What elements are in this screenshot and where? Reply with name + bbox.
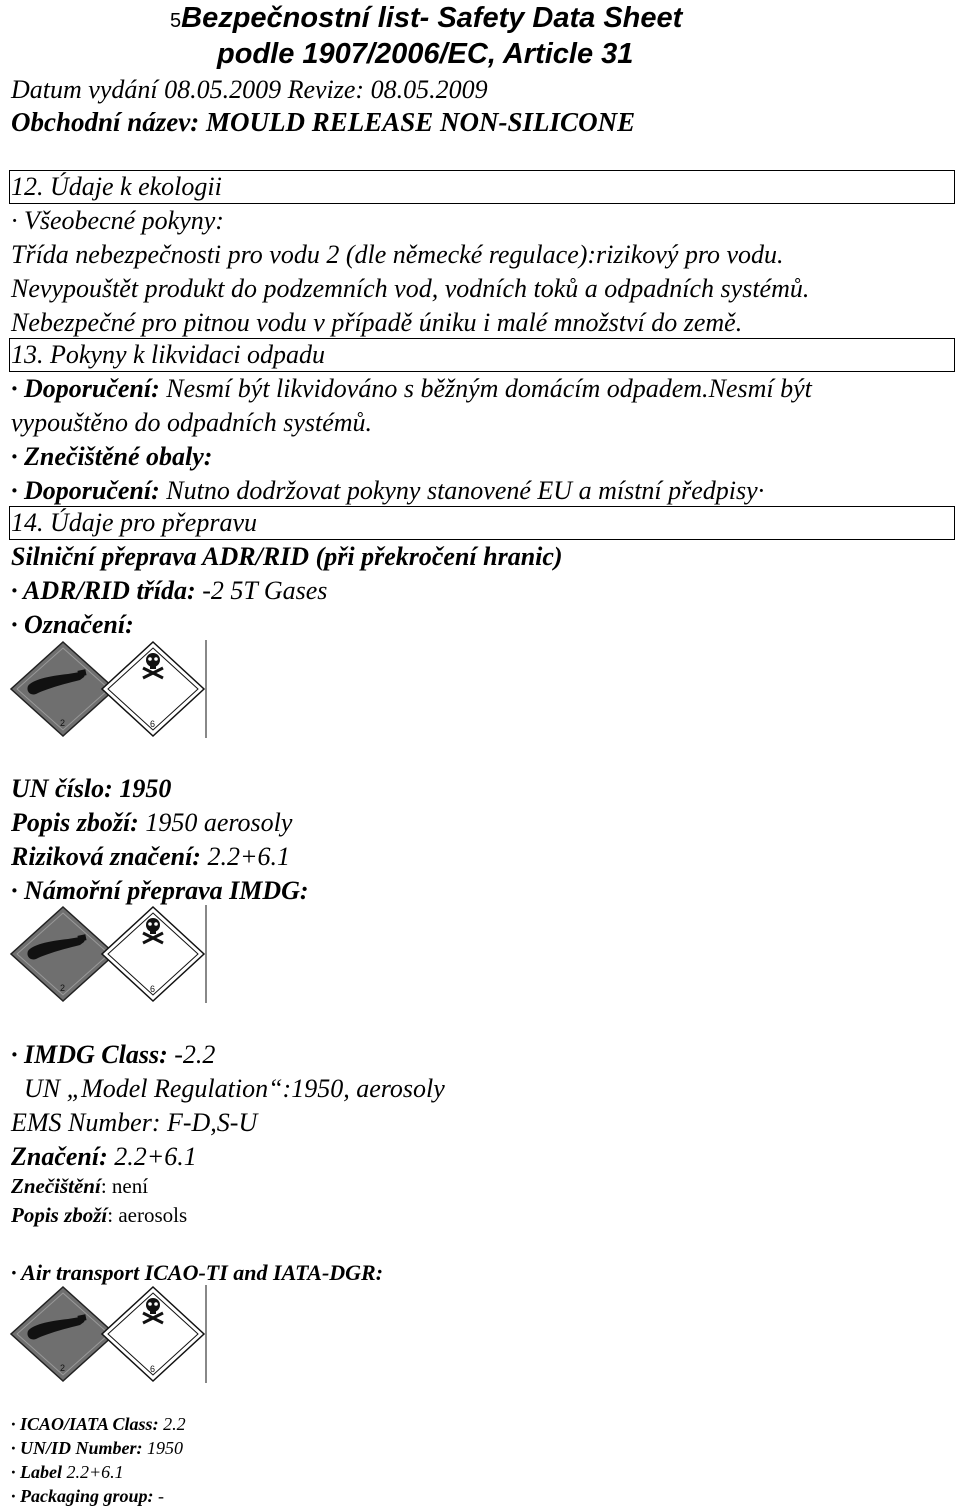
pollution-label: Znečištění — [11, 1174, 101, 1198]
icao-class — [11, 1414, 186, 1435]
imdg-placards — [8, 905, 208, 1005]
imdg-class-label: · IMDG Class: — [11, 1040, 168, 1069]
marking-2-label: Značení: — [11, 1142, 108, 1171]
recommendation-text: Nesmí být likvidováno s běžným domácím odpadem. — [159, 374, 709, 403]
goods-description-2-label: Popis zboží — [11, 1203, 108, 1227]
pollution-value: : není — [100, 1174, 149, 1198]
label-value: 2.2+6.1 — [62, 1462, 124, 1482]
packaging-group — [11, 1486, 164, 1507]
eco-line-2: Nevypouštět produkt do podzemních vod, vodních toků a odpadních systémů. — [11, 274, 810, 303]
packaging-recommendation-text: Nutno dodržovat pokyny stanovené EU a místní předpisy· — [159, 476, 765, 505]
air-transport-label: · Air transport ICAO-TI and IATA-DGR: — [11, 1260, 384, 1285]
imdg-class-value: -2.2 — [167, 1040, 216, 1069]
goods-description-2-value: : aerosols — [107, 1203, 188, 1227]
adr-placards — [8, 640, 208, 740]
adr-class-label: · ADR/RID třída: — [11, 576, 196, 605]
eco-line-3: Nebezpečné pro pitnou vodu v případě úniku i malé množství do země. — [11, 308, 743, 337]
un-id-label: · UN/ID Number: — [11, 1438, 143, 1458]
packaging-recommendation-label: · Doporučení: — [11, 476, 160, 505]
goods-description-value: 1950 aerosoly — [138, 808, 293, 837]
recommendation-text-tail: Nesmí být — [708, 374, 812, 403]
goods-description — [11, 808, 292, 838]
issue-date: Datum vydání 08.05.2009 Revize: 08.05.2009 — [11, 75, 488, 104]
eco-line-1: Třída nebezpečnosti pro vodu 2 (dle německé regulace):rizikový pro vodu. — [11, 240, 784, 269]
ems-number: EMS Number: F-D,S-U — [11, 1108, 258, 1137]
goods-description-2 — [11, 1203, 187, 1228]
section-14-heading: 14. Údaje pro přepravu — [11, 508, 258, 537]
label-line — [11, 1462, 124, 1483]
page-number: 5 — [170, 10, 182, 32]
contaminated-packaging-label: · Znečištěné obaly: — [11, 442, 213, 471]
risk-marking-value: 2.2+6.1 — [200, 842, 290, 871]
recommendation-label: · Doporučení: — [11, 374, 160, 403]
risk-marking — [11, 842, 290, 872]
skull-crossbones-diamond-icon — [11, 905, 206, 1003]
product-name: Obchodní název: MOULD RELEASE NON-SILICONE — [11, 107, 636, 137]
imdg-class — [11, 1040, 215, 1070]
page-subtitle: podle 1907/2006/EC, Article 31 — [217, 38, 634, 70]
label-label: · Label — [11, 1462, 62, 1482]
marking-label: · Označení: — [11, 610, 134, 639]
gas-cylinder-diamond-icon — [11, 640, 206, 738]
adr-class — [11, 576, 327, 606]
road-transport-title: Silniční přeprava ADR/RID (při překročení hranic) — [11, 542, 563, 571]
packaging-group-value: - — [153, 1486, 165, 1506]
un-number-value: 1950 — [112, 774, 172, 803]
un-id-value: 1950 — [142, 1438, 184, 1458]
sea-transport-label: · Námořní přeprava IMDG: — [11, 876, 309, 905]
placard-pair-icon — [11, 1285, 206, 1383]
icao-class-label: · ICAO/IATA Class: — [11, 1414, 159, 1434]
un-model-regulation: UN „Model Regulation“:1950, aerosoly — [11, 1074, 445, 1103]
page-title — [170, 2, 682, 35]
risk-marking-label: Riziková značení: — [11, 842, 201, 871]
section-13-heading: 13. Pokyny k likvidaci odpadu — [11, 340, 326, 369]
goods-description-label: Popis zboží: — [11, 808, 139, 837]
packaging-group-label: · Packaging group: — [11, 1486, 154, 1506]
icao-class-value: 2.2 — [158, 1414, 186, 1434]
disposal-recommendation — [11, 374, 812, 404]
un-number-label: UN číslo: — [11, 774, 113, 803]
marking-2-value: 2.2+6.1 — [107, 1142, 197, 1171]
air-placards — [8, 1285, 208, 1385]
general-instructions-label: · Všeobecné pokyny: — [11, 206, 224, 235]
packaging-recommendation — [11, 476, 764, 506]
un-number — [11, 774, 171, 804]
section-12-heading: 12. Údaje k ekologii — [11, 172, 222, 201]
adr-class-value: -2 5T Gases — [195, 576, 328, 605]
marking-2 — [11, 1142, 197, 1172]
un-id-number — [11, 1438, 183, 1459]
title-text: Bezpečnostní list- Safety Data Sheet — [181, 2, 683, 34]
pollution — [11, 1174, 148, 1199]
disposal-recommendation-cont: vypouštěno do odpadních systémů. — [11, 408, 373, 437]
